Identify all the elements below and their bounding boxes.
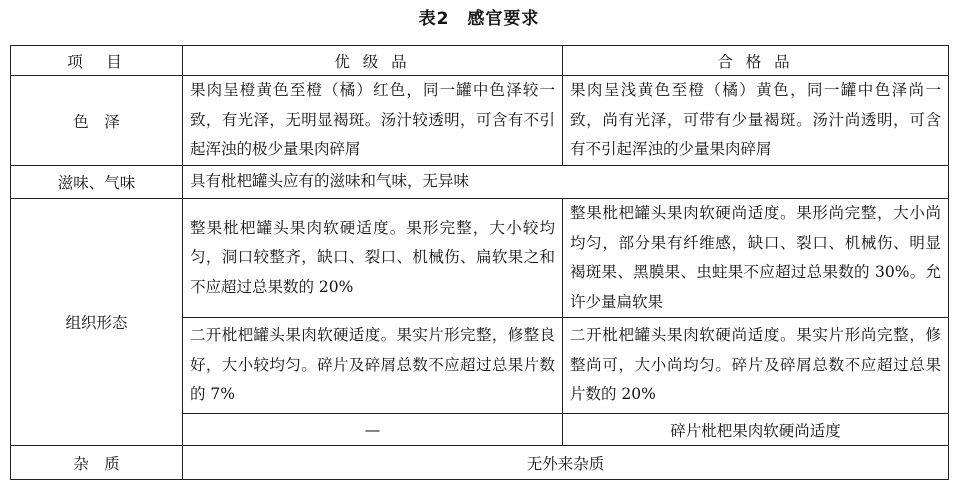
header-superior: 优 级 品 <box>183 46 563 76</box>
texture-whole-superior: 整果枇杷罐头果肉软硬适度。果形完整，大小较均匀，洞口较整齐，缺口、裂口、机械伤、扁软果之和不应超过总果数的 20% <box>183 199 563 318</box>
label-taste: 滋味、气味 <box>11 166 183 199</box>
texture-whole-qualified: 整果枇杷罐头果肉软硬尚适度。果形尚完整，大小尚均匀，部分果有纤维感，缺口、裂口、机械伤、明显褐斑果、黑膜果、虫蛀果不应超过总果数的 30%。允许少量扁软果 <box>563 199 949 318</box>
table-title: 表2 感官要求 <box>418 9 540 29</box>
header-qualified: 合 格 品 <box>563 46 949 76</box>
label-texture: 组织形态 <box>11 199 183 446</box>
texture-halves-qualified: 二开枇杷罐头果肉软硬尚适度。果实片形尚完整，修整尚可，大小尚均匀。碎片及碎屑总数不应超过总果片数的 20% <box>563 318 949 414</box>
impurity-value: 无外来杂质 <box>183 446 949 480</box>
row-texture-whole <box>11 199 949 318</box>
texture-broken-qualified: 碎片枇杷果肉软硬尚适度 <box>563 414 949 446</box>
label-impurity: 杂 质 <box>11 446 183 480</box>
texture-halves-superior: 二开枇杷罐头果肉软硬适度。果实片形完整，修整良好，大小较均匀。碎片及碎屑总数不应超过总果片数的 7% <box>183 318 563 414</box>
row-taste <box>11 166 949 199</box>
taste-value: 具有枇杷罐头应有的滋味和气味，无异味 <box>183 166 949 199</box>
color-qualified: 果肉呈浅黄色至橙（橘）黄色，同一罐中色泽尚一致，尚有光泽，可带有少量褐斑。汤汁尚透明，可含有不引起浑浊的少量果肉碎屑 <box>563 76 949 166</box>
table-header-row <box>11 46 949 76</box>
row-impurity <box>11 446 949 480</box>
sensory-requirements-table <box>10 45 949 480</box>
label-color: 色 泽 <box>11 76 183 166</box>
texture-broken-superior: — <box>183 414 563 446</box>
row-color <box>11 76 949 166</box>
color-superior: 果肉呈橙黄色至橙（橘）红色，同一罐中色泽较一致，有光泽，无明显褐斑。汤汁较透明，可含有不引起浑浊的极少量果肉碎屑 <box>183 76 563 166</box>
header-item: 项 目 <box>11 46 183 76</box>
